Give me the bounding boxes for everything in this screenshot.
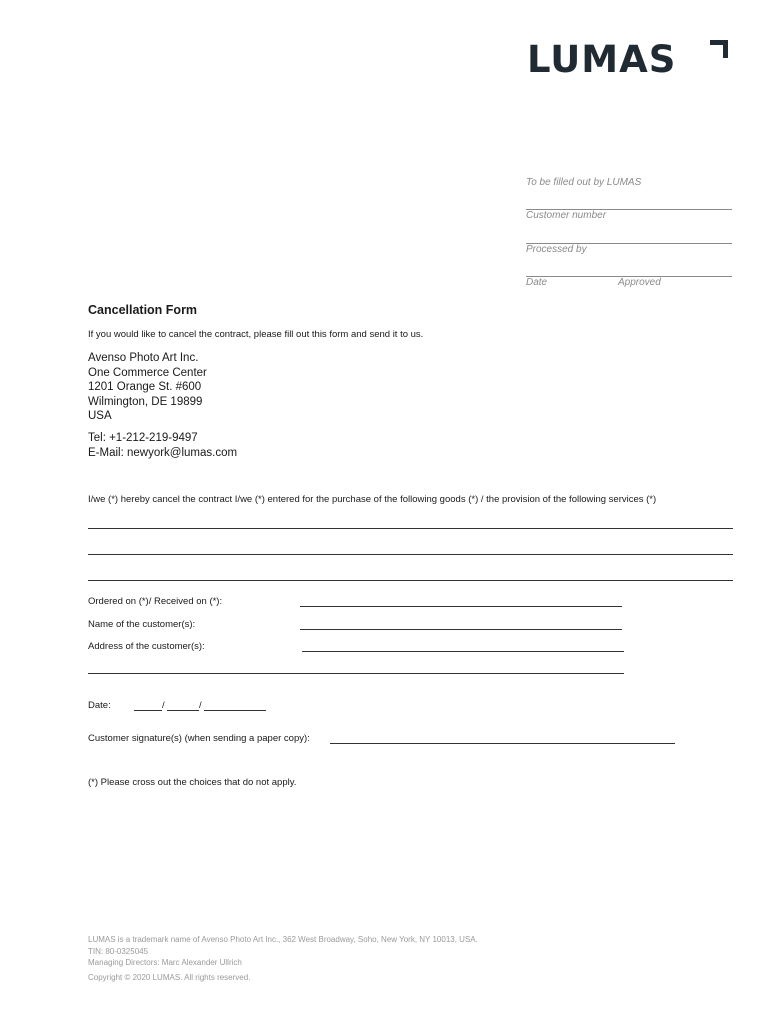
customer-name-label: Name of the customer(s): [88,619,196,630]
footer-line: LUMAS is a trademark name of Avenso Photo Art Inc., 362 West Broadway, Soho, New York, NY 10013, USA. [88,935,478,944]
address-line: USA [88,410,112,422]
logo-wordmark: LUMAS [527,38,677,81]
customer-number-label: Customer number [526,210,607,221]
goods-line-2[interactable] [88,554,733,555]
lumas-logo [527,38,732,80]
cancellation-statement: I/we (*) hereby cancel the contract I/we (*) entered for the purchase of the following goods (*) / the provision of the following services (*) [88,494,657,505]
signature-label: Customer signature(s) (when sending a paper copy): [88,733,310,744]
signature-line[interactable] [330,743,675,744]
company-contact [88,431,237,460]
office-date-label: Date [526,277,548,288]
form-intro: If you would like to cancel the contract, please fill out this form and send it to us. [88,329,424,340]
address-line: Wilmington, DE 19899 [88,395,203,408]
date-separator: / [199,700,202,711]
form-title: Cancellation Form [88,303,198,317]
goods-line-1[interactable] [88,528,733,529]
approved-label: Approved [618,277,661,288]
footer [88,934,478,969]
address-line: One Commerce Center [88,366,207,379]
date-day-line[interactable] [167,710,199,711]
logo-corner-mark [710,40,728,58]
ordered-on-line[interactable] [300,606,622,607]
address-line: 1201 Orange St. #600 [88,381,202,393]
goods-line-3[interactable] [88,580,733,581]
customer-name-line[interactable] [300,629,622,630]
cross-out-note: (*) Please cross out the choices that do not apply. [88,777,297,788]
footer-line: TIN: 80-0325045 [88,946,149,956]
company-address [88,351,207,424]
office-use-heading: To be filled out by LUMAS [526,177,642,188]
telephone: Tel: +1-212-219-9497 [88,432,198,444]
address-line: Avenso Photo Art Inc. [88,352,199,364]
processed-by-label: Processed by [526,244,587,255]
email: E-Mail: newyork@lumas.com [88,446,238,459]
date-year-line[interactable] [204,710,266,711]
ordered-on-label: Ordered on (*)/ Received on (*): [88,596,223,607]
footer-line: Managing Directors: Marc Alexander Ullrich [88,958,242,967]
customer-address-label: Address of the customer(s): [88,641,205,652]
copyright: Copyright © 2020 LUMAS. All rights reserved. [88,973,251,982]
customer-address-line-1[interactable] [302,651,624,652]
date-label: Date: [88,700,111,711]
date-month-line[interactable] [134,710,162,711]
customer-address-line-2[interactable] [88,673,624,674]
date-separator: / [162,700,165,711]
